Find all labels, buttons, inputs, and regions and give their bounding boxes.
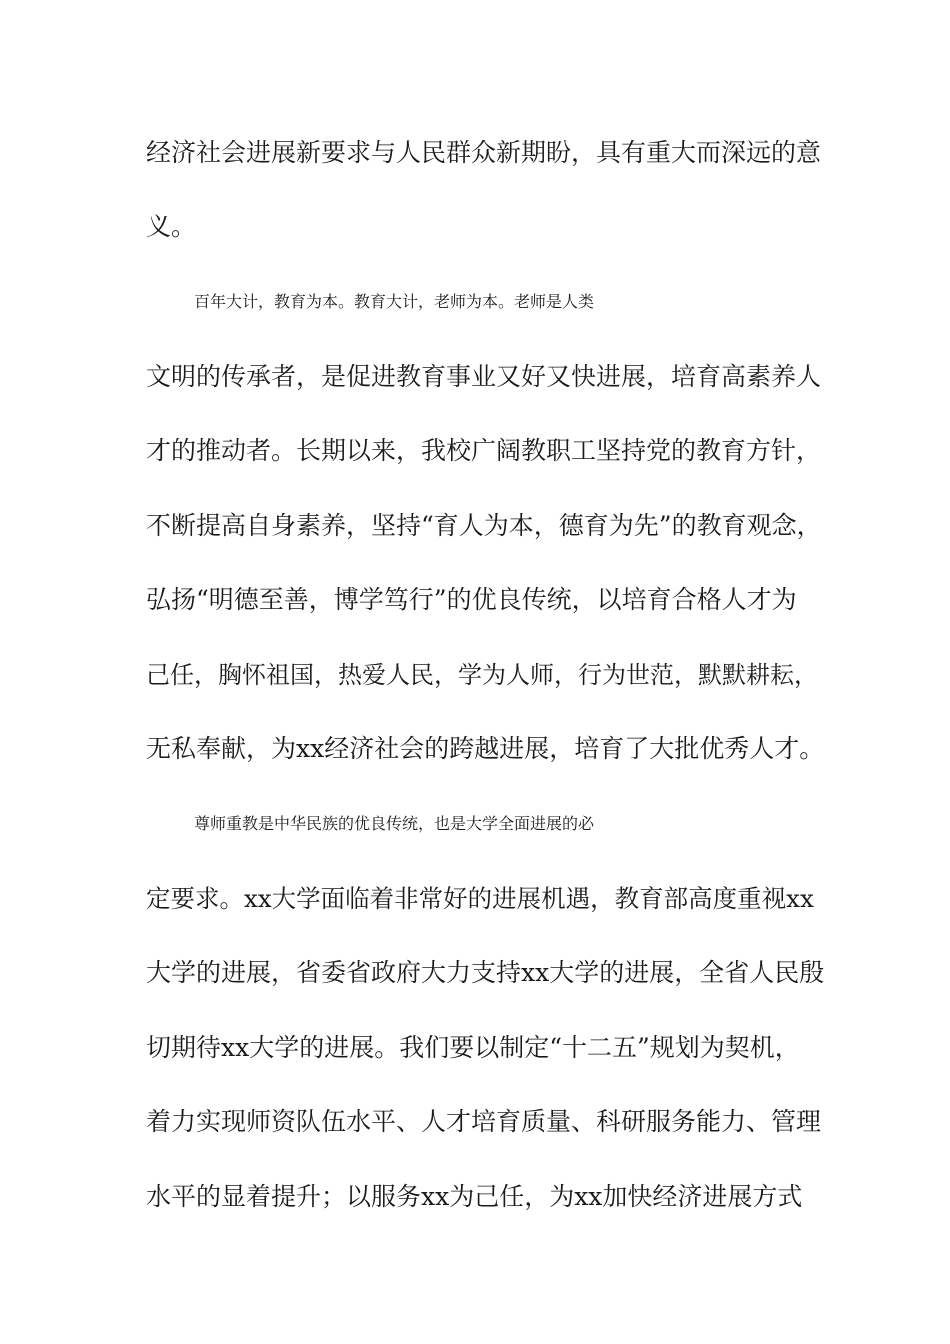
text-line: 经济社会进展新要求与人民群众新期盼，具有重大而深远的意 — [146, 138, 822, 167]
text-line: 不断提高自身素养，坚持“育人为本，德育为先”的教育观念， — [146, 511, 822, 540]
text-line: 才的推动者。长期以来，我校广阔教职工坚持党的教育方针， — [146, 436, 822, 465]
text-line: 水平的显着提升；以服务xx为己任，为xx加快经济进展方式 — [146, 1182, 803, 1211]
paragraph-start-line: 百年大计，教育为本。教育大计，老师为本。老师是人类 — [194, 292, 595, 311]
text-line: 切期待xx大学的进展。我们要以制定“十二五”规划为契机， — [146, 1033, 800, 1062]
text-line: 大学的进展，省委省政府大力支持xx大学的进展，全省人民殷 — [146, 958, 825, 987]
text-line: 着力实现师资队伍水平、人才培育质量、科研服务能力、管理 — [146, 1107, 822, 1136]
paragraph-start-line: 尊师重教是中华民族的优良传统，也是大学全面进展的必 — [194, 814, 595, 833]
text-line: 义。 — [146, 212, 197, 241]
text-line: 己任，胸怀祖国，热爱人民，学为人师，行为世范，默默耕耘， — [146, 661, 818, 689]
text-line: 定要求。xx大学面临着非常好的进展机遇，教育部高度重视xx — [146, 884, 814, 913]
text-line: 无私奉献，为xx经济社会的跨越进展，培育了大批优秀人才。 — [146, 734, 825, 763]
text-line: 弘扬“明德至善，博学笃行”的优良传统，以培育合格人才为 — [146, 585, 797, 614]
text-line: 文明的传承者，是促进教育事业又好又快进展，培育高素养人 — [146, 362, 822, 391]
